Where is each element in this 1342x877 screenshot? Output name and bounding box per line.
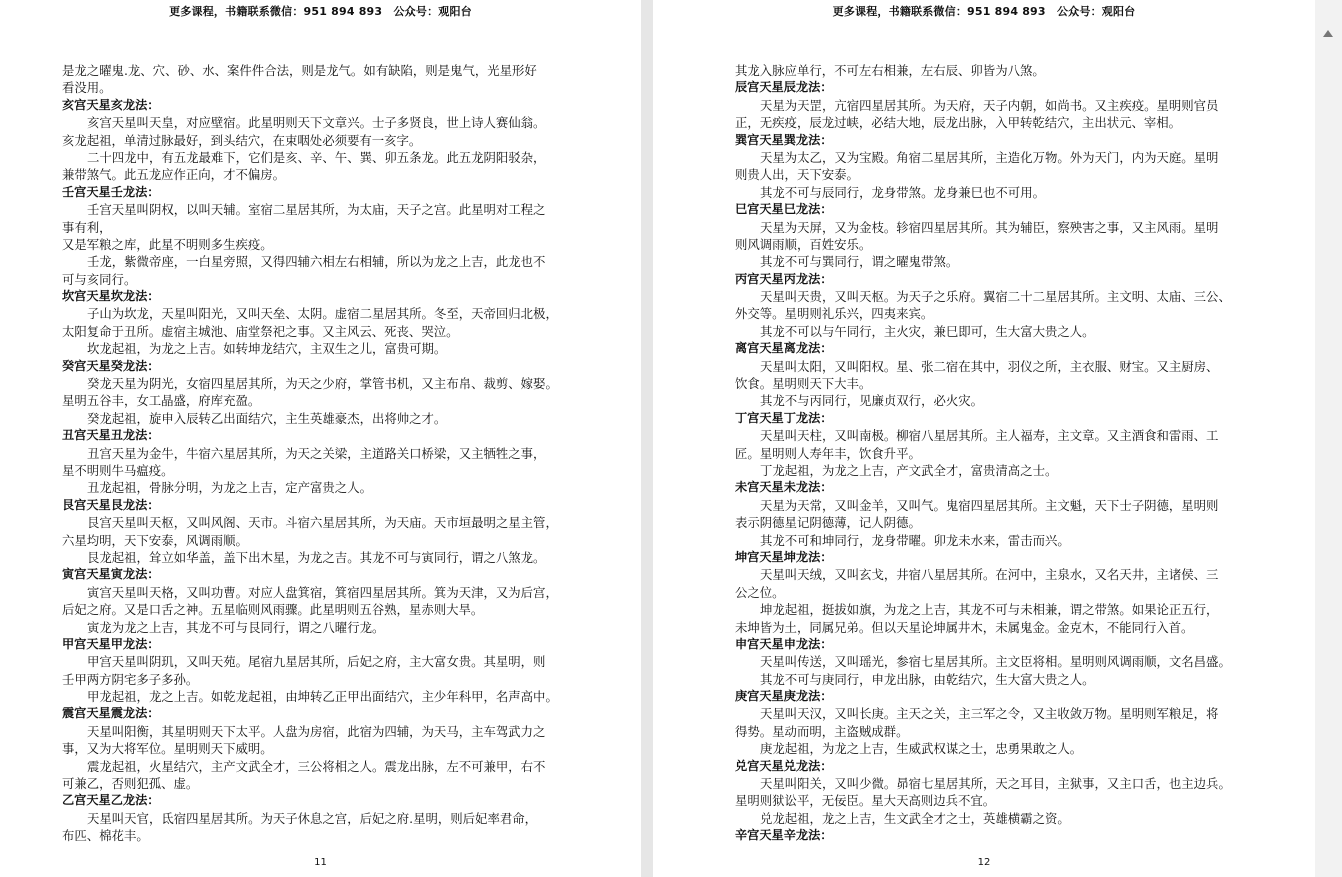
- text-line: 得势。星动而明，主盗贼成群。: [735, 723, 909, 739]
- text-line: 艮宫天星叫天枢，又叫风阁、天市。斗宿六星居其所，为天庙。天市垣最明之星主管，: [87, 515, 558, 531]
- text-line: 天星叫阳衡，其星明则天下太平。人盘为房宿，此宿为四辅，为天马，主车驾武力之: [87, 723, 546, 739]
- text-line: 子山为坎龙，天星叫阳光，又叫天垒、太阴。虚宿二星居其所。冬至，天帝回归北极，: [87, 306, 558, 322]
- text-line: 壬甲两方阴宅多子多孙。: [62, 671, 199, 687]
- page-number: 12: [977, 857, 991, 868]
- section-heading: 辛宫天星辛龙法：: [735, 828, 833, 843]
- section-heading: 亥宫天星亥龙法：: [62, 97, 160, 112]
- text-line: 癸龙天星为阴光，女宿四星居其所，为天之少府，掌管书机，又主布帛、裁剪、嫁娶。: [87, 376, 558, 392]
- text-line: 亥龙起祖，单清过脉最好，到头结穴，在束咽处必须要有一亥字。: [62, 132, 422, 148]
- section-heading: 乙宫天星乙龙法：: [62, 793, 160, 808]
- text-line: 天星叫天官，氐宿四星居其所。为天子休息之宫，后妃之府.星明，则后妃率君命，: [87, 810, 538, 826]
- text-line: 天星叫传送，又叫瑶光，参宿七星居其所。主文臣将相。星明则风调雨顺，文名昌盛。: [760, 654, 1231, 670]
- page-number: 11: [314, 857, 327, 868]
- text-line: 星明五谷丰，女工晶盛，府库充盈。: [62, 393, 261, 409]
- text-line: 天星叫阳关，又叫少微。昴宿七星居其所，天之耳目，主狱事，又主口舌，也主边兵。: [760, 776, 1231, 792]
- section-heading: 震宫天星震龙法：: [62, 706, 160, 721]
- text-line: 丁龙起祖，为龙之上吉，产文武全才，富贵清高之士。: [760, 462, 1058, 478]
- text-line: 兼带煞气。此五龙应作正向，才不偏房。: [62, 167, 286, 183]
- text-line: 震龙起祖，火星结穴，主产文武全才，三公将相之人。震龙出脉，左不可兼甲，右不: [87, 758, 546, 774]
- text-line: 星不明则牛马瘟疫。: [62, 462, 174, 478]
- section-heading: 申宫天星申龙法：: [735, 636, 833, 651]
- text-line: 坤龙起祖，挺拔如旗，为龙之上吉，其龙不可与未相兼，谓之带煞。如果论正五行，: [760, 602, 1219, 618]
- text-line: 事有利，: [62, 219, 112, 235]
- text-line: 后妃之府。又是口舌之神。五星临则风雨骤。此星明则五谷熟，星赤则大旱。: [62, 602, 484, 618]
- vertical-scrollbar[interactable]: [1315, 0, 1342, 877]
- text-line: 又是军粮之库，此星不明则多生疾疫。: [62, 236, 273, 252]
- section-heading: 辰宫天星辰龙法：: [735, 80, 833, 95]
- text-line: 其龙不与丙同行，见廉贞双行，必火灾。: [760, 393, 984, 409]
- section-heading: 庚宫天星庚龙法：: [735, 689, 833, 704]
- text-line: 天星叫天绒，又叫玄戈，井宿八星居其所。在河中，主泉水，又名天井，主诸侯、三: [760, 567, 1219, 583]
- text-line: 可兼乙，否则犯孤、虚。: [62, 776, 199, 792]
- text-line: 亥宫天星叫天皇，对应壁宿。此星明则天下文章兴。士子多贤良，世上诗人赛仙翁。: [87, 115, 546, 131]
- section-heading: 癸宫天星癸龙法：: [62, 358, 160, 373]
- text-line: 正，无疾疫，辰龙过峡，必结大地，辰龙出脉，入甲转乾结穴，主出状元、宰相。: [735, 115, 1182, 131]
- section-heading: 坎宫天星坎龙法：: [62, 289, 160, 304]
- text-line: 六星均明，天下安泰，风调雨顺。: [62, 532, 248, 548]
- text-line: 二十四龙中，有五龙最难下，它们是亥、辛、午、巽、卯五条龙。此五龙阴阳驳杂，: [87, 149, 546, 165]
- text-line: 是龙之曜鬼.龙、穴、砂、水、案件件合法，则是龙气。如有缺陷，则是鬼气，光星形好: [62, 63, 537, 78]
- text-line: 其龙不可和坤同行，龙身带曜。卯龙未水来，雷击而兴。: [760, 532, 1070, 548]
- text-line: 太阳复命于丑所。虚宿主城池、庙堂祭祀之事。又主风云、死丧、哭泣。: [62, 323, 459, 339]
- section-heading: 丁宫天星丁龙法：: [735, 410, 833, 425]
- text-line: 艮龙起祖，耸立如华盖，盖下出木星，为龙之吉。其龙不可与寅同行，谓之八煞龙。: [87, 549, 546, 565]
- text-line: 天星叫太阳，又叫阳权。星、张二宿在其中，羽仪之所，主衣服、财宝。又主厨房、: [760, 358, 1219, 374]
- text-line: 其龙不可以与午同行，主火灾，兼巳即可，生大富大贵之人。: [760, 323, 1095, 339]
- text-line: 未坤皆为土，同属兄弟。但以天星论坤属井木，未属鬼金。金克木，不能同行入首。: [735, 619, 1194, 635]
- text-line: 则风调雨顺，百姓安乐。: [735, 236, 872, 252]
- section-heading: 丙宫天星丙龙法：: [735, 271, 833, 286]
- text-line: 天星叫天贵，又叫天枢。为天子之乐府。翼宿二十二星居其所。主文明、太庙、三公、: [760, 289, 1231, 305]
- text-line: 癸龙起祖，旋申入辰转乙出面结穴，主生英雄豪杰，出将帅之才。: [87, 410, 447, 426]
- text-line: 则贵人出，天下安泰。: [735, 167, 859, 183]
- section-heading: 巳宫天星巳龙法：: [735, 202, 833, 217]
- section-heading: 巽宫天星巽龙法：: [735, 132, 833, 147]
- text-line: 表示阴德星记阴德薄，记人阴德。: [735, 515, 921, 531]
- page-header: 更多课程，书籍联系微信：951 894 893 公众号：观阳台: [169, 5, 472, 18]
- text-line: 庚龙起祖，为龙之上吉，生威武权谋之士，忠勇果敢之人。: [760, 741, 1083, 757]
- section-heading: 壬宫天星壬龙法：: [62, 184, 160, 199]
- text-line: 丑宫天星为金牛，牛宿六星居其所，为天之关梁，主道路关口桥梁，又主牺牲之事，: [87, 445, 546, 461]
- text-line: 外交等。星明则礼乐兴，四夷来宾。: [735, 306, 934, 322]
- text-line: 天星为天罡，亢宿四星居其所。为天府，天子内朝，如尚书。又主疾疫。星明则官员: [760, 97, 1219, 113]
- text-line: 丑龙起祖，骨脉分明，为龙之上吉，定产富贵之人。: [87, 480, 372, 496]
- section-heading: 未宫天星未龙法：: [735, 480, 833, 495]
- text-line: 甲宫天星叫阴玑，又叫天苑。尾宿九星居其所，后妃之府，主大富女贵。其星明，则: [87, 654, 546, 670]
- text-line: 天星为天常，又叫金羊，又叫气。鬼宿四星居其所。主文魁，天下士子阴德，星明则: [760, 497, 1219, 513]
- page-header: 更多课程，书籍联系微信：951 894 893 公众号：观阳台: [832, 5, 1136, 18]
- text-line: 可与亥同行。: [62, 271, 137, 287]
- section-heading: 寅宫天星寅龙法：: [62, 567, 160, 582]
- text-line: 其龙不可与巽同行，谓之曜鬼带煞。: [760, 254, 959, 270]
- text-line: 寅宫天星叫天格，又叫功曹。对应人盘箕宿，箕宿四星居其所。箕为天津，又为后宫，: [87, 584, 558, 600]
- section-heading: 丑宫天星丑龙法：: [62, 428, 160, 443]
- text-line: 匠。星明则人寿年丰，饮食升平。: [735, 445, 921, 461]
- text-line: 天星叫天柱，又叫南极。柳宿八星居其所。主人福寿，主文章。又主酒食和雷雨、工: [760, 428, 1219, 444]
- page-body: [62, 62, 580, 845]
- text-line: 公之位。: [735, 584, 785, 600]
- section-heading: 兑宫天星兑龙法：: [735, 758, 833, 773]
- text-line: 甲龙起祖，龙之上吉。如乾龙起祖，由坤转乙正甲出面结穴，主少年科甲，名声高中。: [87, 689, 558, 705]
- page-body: [735, 62, 1253, 845]
- document-page-right: [653, 0, 1315, 877]
- text-line: 其龙不可与庚同行，申龙出脉，由乾结穴，生大富大贵之人。: [760, 671, 1095, 687]
- text-line: 布匹、棉花丰。: [62, 828, 149, 844]
- text-line: 其龙不可与辰同行，龙身带煞。龙身兼巳也不可用。: [760, 184, 1045, 200]
- text-line: 兑龙起祖，龙之上吉，生文武全才之士，英雄横霸之资。: [760, 810, 1070, 826]
- text-line: 天星为太乙，又为宝殿。角宿二星居其所，主造化万物。外为天门，内为天庭。星明: [760, 149, 1219, 165]
- section-heading: 离宫天星离龙法：: [735, 341, 833, 356]
- section-heading: 艮宫天星艮龙法：: [62, 497, 160, 512]
- text-line: 壬龙，紫微帝座，一白星旁照，又得四辅六相左右相辅，所以为龙之上吉，此龙也不: [87, 254, 546, 270]
- text-line: 壬宫天星叫阴权，以叫天辅。室宿二星居其所，为太庙，天子之宫。此星明对工程之: [87, 202, 546, 218]
- section-heading: 坤宫天星坤龙法：: [735, 549, 833, 564]
- text-line: 天星叫天汉，又叫长庚。主天之关，主三军之令，又主收敛万物。星明则军粮足，将: [760, 706, 1219, 722]
- text-line: 天星为天屏，又为金枝。轸宿四星居其所。其为辅臣，察殃害之事，又主风雨。星明: [760, 219, 1219, 235]
- section-heading: 甲宫天星甲龙法：: [62, 636, 160, 651]
- text-line: 坎龙起祖，为龙之上吉。如转坤龙结穴，主双生之儿，富贵可期。: [87, 341, 447, 357]
- text-line: 星明则狱讼平，无佞臣。星大天高则边兵不宜。: [735, 793, 996, 809]
- text-line: 寅龙为龙之上吉，其龙不可与艮同行，谓之八曜行龙。: [87, 619, 385, 635]
- scroll-up-arrow-icon[interactable]: [1323, 30, 1333, 37]
- text-line: 看没用。: [62, 80, 112, 96]
- text-line: 事，又为大将军位。星明则天下威明。: [62, 741, 273, 757]
- text-line: 其龙入脉应单行，不可左右相兼，左右辰、卯皆为八煞。: [735, 63, 1045, 78]
- text-line: 饮食。星明则天下大丰。: [735, 376, 872, 392]
- document-page-left: [0, 0, 641, 877]
